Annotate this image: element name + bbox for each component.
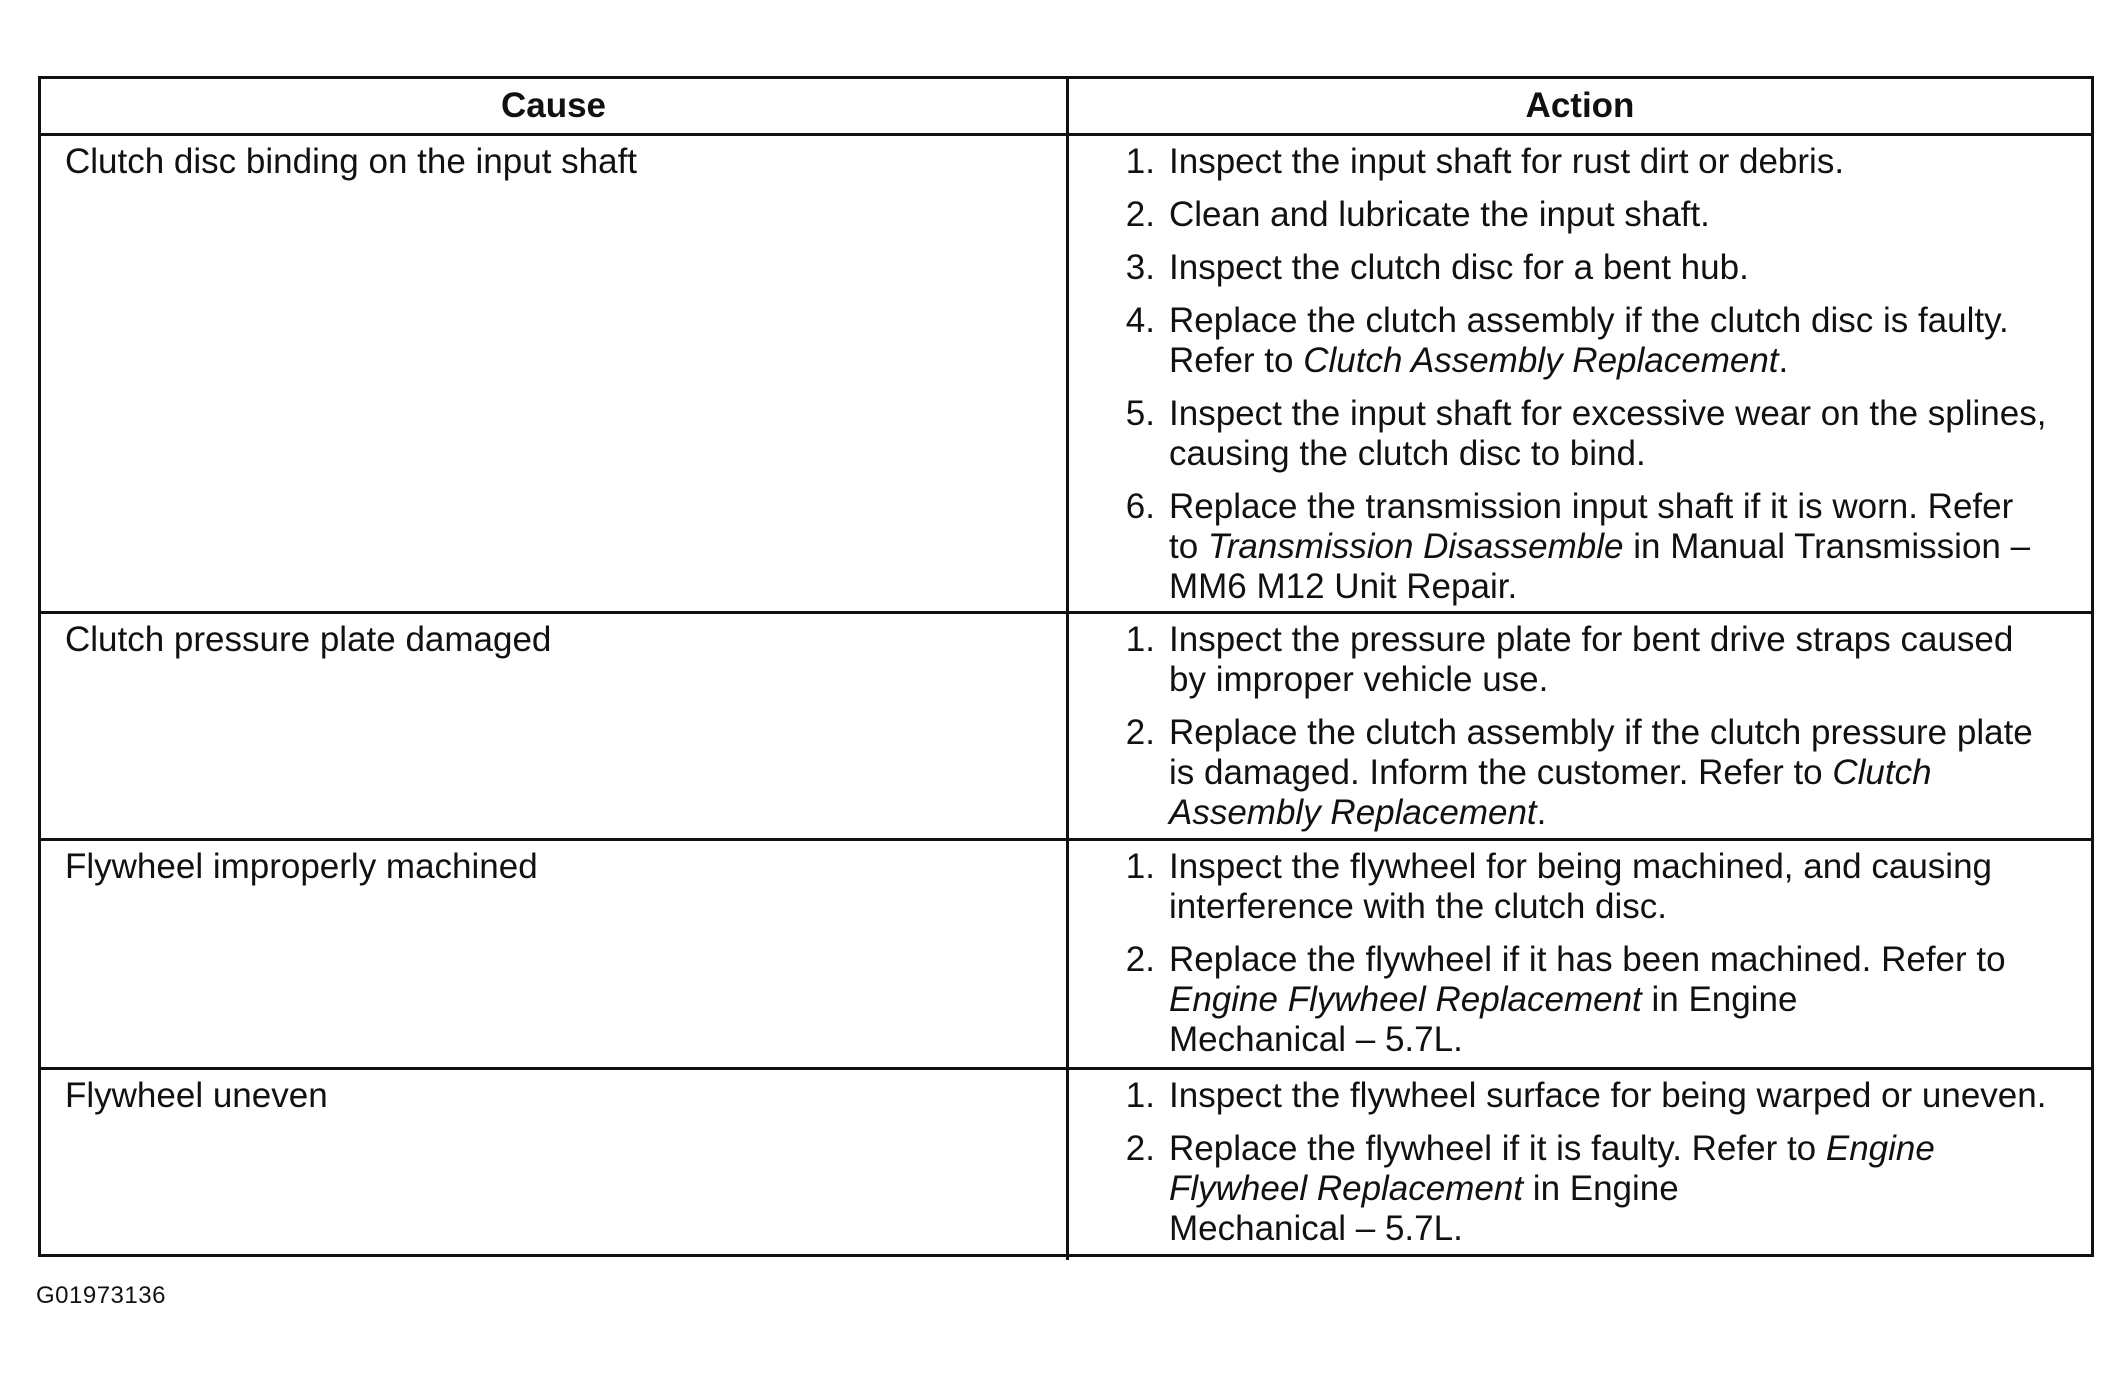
cause-cell-1: Clutch disc binding on the input shaft xyxy=(41,136,1069,614)
step-text-segment: causing the clutch disc to bind. xyxy=(1169,434,1646,473)
action-step xyxy=(1069,1076,2081,1116)
step-text-segment: Inspect the clutch disc for a bent hub. xyxy=(1169,248,1749,287)
action-cell-3 xyxy=(1069,841,2091,1070)
step-number: 1. xyxy=(1125,1076,1155,1115)
step-text-segment: Inspect the pressure plate for bent drive straps caused xyxy=(1169,620,2014,659)
step-line xyxy=(1169,1209,2081,1249)
step-line xyxy=(1169,660,2081,700)
step-line xyxy=(1169,394,2081,434)
step-line xyxy=(1169,793,2081,833)
step-number: 3. xyxy=(1125,248,1155,287)
step-text-segment: Mechanical – 5.7L. xyxy=(1169,1209,1463,1248)
step-text xyxy=(1169,620,2081,700)
action-step xyxy=(1069,248,2081,288)
step-number: 4. xyxy=(1125,301,1155,340)
step-text-segment: Refer to xyxy=(1169,341,1304,380)
figure-id: G01973136 xyxy=(36,1282,166,1309)
step-text-segment: Replace the clutch assembly if the clutch disc is faulty. xyxy=(1169,301,2009,340)
step-text-segment: Replace the transmission input shaft if it is worn. Refer xyxy=(1169,487,2014,526)
step-line xyxy=(1169,887,2081,927)
cause-column-header: Cause xyxy=(41,79,1069,136)
step-line xyxy=(1169,527,2081,567)
step-number: 2. xyxy=(1125,195,1155,234)
step-text xyxy=(1169,1129,2081,1249)
step-text-segment: . xyxy=(1536,793,1547,832)
step-text xyxy=(1169,301,2081,381)
step-text xyxy=(1169,940,2081,1060)
step-text xyxy=(1169,487,2081,607)
action-step xyxy=(1069,620,2081,700)
step-text-segment: Replace the flywheel if it has been machined. Refer to xyxy=(1169,940,2006,979)
cause-cell-3: Flywheel improperly machined xyxy=(41,841,1069,1070)
step-number: 2. xyxy=(1125,1129,1155,1168)
action-step xyxy=(1069,195,2081,235)
step-text-segment: interference with the clutch disc. xyxy=(1169,887,1668,926)
reference-title: Clutch xyxy=(1832,753,1932,792)
action-step xyxy=(1069,394,2081,474)
step-text xyxy=(1169,713,2081,833)
step-text-segment: . xyxy=(1778,341,1789,380)
action-step xyxy=(1069,847,2081,927)
step-number: 5. xyxy=(1125,394,1155,433)
reference-title: Assembly Replacement xyxy=(1169,793,1537,832)
action-step xyxy=(1069,487,2081,607)
step-line xyxy=(1169,434,2081,474)
step-number: 1. xyxy=(1125,620,1155,659)
step-line xyxy=(1169,940,2081,980)
step-number: 2. xyxy=(1125,940,1155,979)
step-number: 6. xyxy=(1125,487,1155,526)
reference-title: Transmission Disassemble xyxy=(1207,527,1624,566)
action-step xyxy=(1069,301,2081,381)
step-text xyxy=(1169,394,2081,474)
step-line xyxy=(1169,142,2081,182)
step-text-segment: in Engine xyxy=(1523,1169,1679,1208)
step-text-segment: Inspect the input shaft for excessive wear on the splines, xyxy=(1169,394,2047,433)
action-cell-2 xyxy=(1069,614,2091,841)
step-line xyxy=(1169,753,2081,793)
step-text-segment: Mechanical – 5.7L. xyxy=(1169,1020,1463,1059)
step-text-segment: Inspect the input shaft for rust dirt or debris. xyxy=(1169,142,1845,181)
step-text-segment: Inspect the flywheel surface for being warped or uneven. xyxy=(1169,1076,2047,1115)
step-line xyxy=(1169,620,2081,660)
reference-title: Flywheel Replacement xyxy=(1169,1169,1524,1208)
step-line xyxy=(1169,248,2081,288)
cause-cell-4: Flywheel uneven xyxy=(41,1070,1069,1260)
action-cell-1 xyxy=(1069,136,2091,614)
reference-title: Engine Flywheel Replacement xyxy=(1169,980,1642,1019)
action-step xyxy=(1069,1129,2081,1249)
step-text-segment: in Manual Transmission – xyxy=(1623,527,2031,566)
action-step xyxy=(1069,142,2081,182)
step-line xyxy=(1169,195,2081,235)
action-step xyxy=(1069,940,2081,1060)
step-line xyxy=(1169,1020,2081,1060)
step-text-segment: is damaged. Inform the customer. Refer to xyxy=(1169,753,1833,792)
step-line xyxy=(1169,1076,2081,1116)
step-text xyxy=(1169,248,2081,288)
step-line xyxy=(1169,1169,2081,1209)
step-text-segment: Clean and lubricate the input shaft. xyxy=(1169,195,1710,234)
step-text-segment: Replace the clutch assembly if the clutch pressure plate xyxy=(1169,713,2033,752)
step-line xyxy=(1169,713,2081,753)
step-number: 1. xyxy=(1125,847,1155,886)
step-line xyxy=(1169,301,2081,341)
step-text-segment: in Engine xyxy=(1641,980,1798,1019)
step-text-segment: by improper vehicle use. xyxy=(1169,660,1549,699)
cause-cell-2: Clutch pressure plate damaged xyxy=(41,614,1069,841)
reference-title: Engine xyxy=(1825,1129,1935,1168)
step-text-segment: Inspect the flywheel for being machined, and causing xyxy=(1169,847,1993,886)
action-column-header: Action xyxy=(1069,79,2091,136)
reference-title: Clutch Assembly Replacement xyxy=(1303,341,1779,380)
step-text-segment: MM6 M12 Unit Repair. xyxy=(1169,567,1518,606)
step-text xyxy=(1169,847,2081,927)
step-line xyxy=(1169,341,2081,381)
step-text xyxy=(1169,1076,2081,1116)
step-text xyxy=(1169,142,2081,182)
step-line xyxy=(1169,847,2081,887)
step-line xyxy=(1169,1129,2081,1169)
action-cell-4 xyxy=(1069,1070,2091,1260)
step-text-segment: to xyxy=(1169,527,1208,566)
step-text-segment: Replace the flywheel if it is faulty. Refer to xyxy=(1169,1129,1826,1168)
step-line xyxy=(1169,487,2081,527)
step-text xyxy=(1169,195,2081,235)
diagnostic-table xyxy=(38,76,2094,1257)
step-line xyxy=(1169,567,2081,607)
step-line xyxy=(1169,980,2081,1020)
step-number: 1. xyxy=(1125,142,1155,181)
action-step xyxy=(1069,713,2081,833)
step-number: 2. xyxy=(1125,713,1155,752)
